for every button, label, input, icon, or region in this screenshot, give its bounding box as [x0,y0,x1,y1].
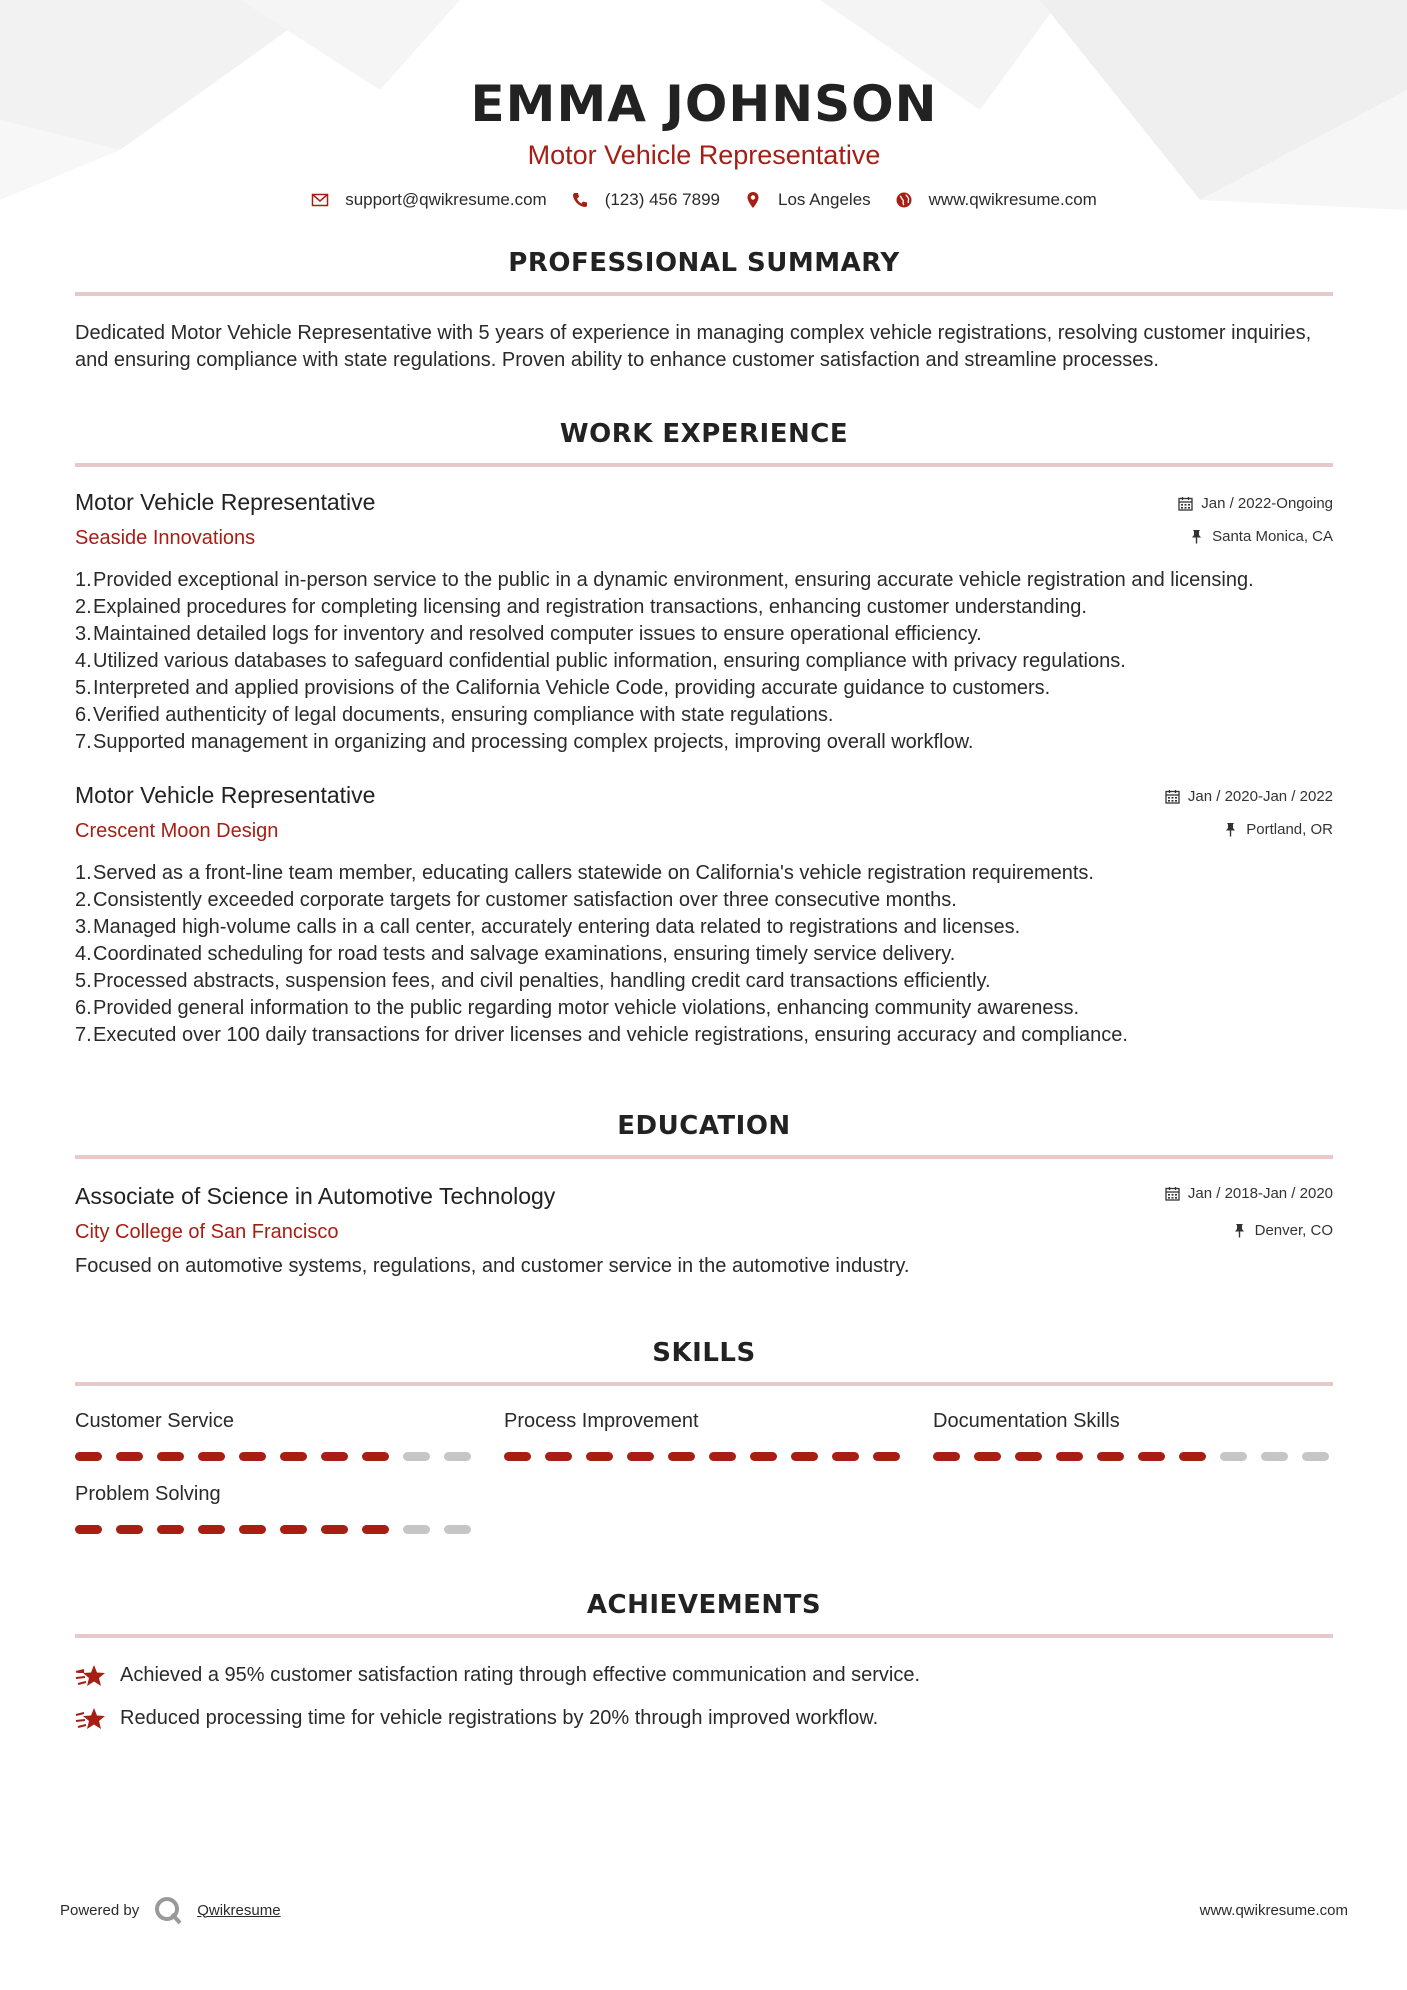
rating-dot-filled [321,1452,348,1461]
contact-email-text: support@qwikresume.com [345,190,547,209]
education-location: Denver, CO [1254,1221,1333,1239]
rating-dot-filled [75,1452,102,1461]
summary-section [75,248,1333,374]
skills-heading: SKILLS [652,1338,756,1368]
list-item: 3. Managed high-volume calls in a call center, accurately entering data related to registrations and licenses. [75,916,1021,938]
list-item: 4. Utilized various databases to safeguard confidential public information, ensuring compliance with privacy regulations. [75,650,1126,672]
rating-dot-empty [1220,1452,1247,1461]
list-item: 1. Provided exceptional in-person service to the public in a dynamic environment, ensuring accurate vehicle registration and licensing. [75,569,1254,591]
rating-dot-filled [75,1525,102,1534]
rating-dot-filled [586,1452,613,1461]
star-award-icon [75,1663,107,1689]
rating-dot-filled [198,1452,225,1461]
list-item: 3. Maintained detailed logs for inventory and resolved computer issues to ensure operational efficiency. [75,623,982,645]
rating-dot-filled [1015,1452,1042,1461]
skills-grid [75,1408,1333,1534]
qwikresume-link[interactable]: Qwikresume [197,1901,281,1919]
list-item: 2. Explained procedures for completing licensing and registration transactions, enhancing customer understanding. [75,596,1087,618]
skill-name: Problem Solving [75,1483,221,1505]
qwikresume-logo-icon [153,1895,183,1925]
rating-dot-empty [444,1452,471,1461]
rating-dot-empty [1302,1452,1329,1461]
contact-website[interactable] [895,190,1097,210]
rating-dot-filled [504,1452,531,1461]
rating-dot-filled [239,1452,266,1461]
rating-dot-empty [403,1525,430,1534]
contact-phone[interactable] [571,190,720,210]
experience-heading: WORK EXPERIENCE [559,419,849,449]
skill-item [504,1408,904,1461]
education-heading: EDUCATION [617,1111,791,1141]
education-divider [75,1155,1333,1159]
rating-dot-filled [750,1452,777,1461]
rating-dot-filled [873,1452,900,1461]
rating-dot-filled [1179,1452,1206,1461]
page-footer [60,1895,1348,1925]
rating-dot-filled [280,1452,307,1461]
job-company: Crescent Moon Design [75,820,279,842]
footer-website[interactable]: www.qwikresume.com [1199,1901,1348,1919]
candidate-title: Motor Vehicle Representative [527,140,881,170]
rating-dot-filled [321,1525,348,1534]
rating-dot-empty [403,1452,430,1461]
pushpin-icon [1223,822,1238,837]
job-company: Seaside Innovations [75,527,256,549]
list-item: 5. Interpreted and applied provisions of the California Vehicle Code, providing accurate guidance to customers. [75,677,1051,699]
summary-divider [75,292,1333,296]
phone-icon [571,191,589,209]
contact-location-text: Los Angeles [778,190,871,209]
job-location: Portland, OR [1246,820,1333,838]
skill-rating [75,1452,475,1461]
rating-dot-filled [362,1452,389,1461]
skill-name: Customer Service [75,1410,234,1432]
job-location: Santa Monica, CA [1212,527,1333,545]
calendar-icon [1165,1186,1180,1201]
map-marker-icon [744,191,762,209]
resume-header [75,0,1333,210]
skills-section [75,1338,1333,1534]
job-entry [75,780,1333,1049]
rating-dot-empty [444,1525,471,1534]
envelope-icon [311,191,329,209]
list-item: 4. Coordinated scheduling for road tests and salvage examinations, ensuring timely service delivery. [75,943,956,965]
rating-dot-filled [791,1452,818,1461]
skill-name: Documentation Skills [933,1410,1120,1432]
skill-item [933,1408,1333,1461]
job-date: Jan / 2020-Jan / 2022 [1187,787,1333,805]
list-item: 5. Processed abstracts, suspension fees, and civil penalties, handling credit card transactions efficiently. [75,970,991,992]
rating-dot-filled [116,1525,143,1534]
achievement-text: Reduced processing time for vehicle registrations by 20% through improved workflow. [120,1707,879,1729]
skill-name: Process Improvement [504,1410,699,1432]
rating-dot-filled [362,1525,389,1534]
calendar-icon [1165,789,1180,804]
skill-rating [75,1525,475,1534]
pushpin-icon [1232,1223,1247,1238]
education-section [75,1111,1333,1280]
rating-dot-filled [1138,1452,1165,1461]
list-item [75,1662,1333,1689]
education-entry [75,1181,1333,1280]
job-title: Motor Vehicle Representative [75,489,376,515]
degree-title: Associate of Science in Automotive Technology [75,1183,556,1209]
job-title: Motor Vehicle Representative [75,782,376,808]
list-item: 7. Supported management in organizing and processing complex projects, improving overall workflow. [75,731,974,753]
candidate-name: EMMA JOHNSON [470,75,938,133]
achievements-heading: ACHIEVEMENTS [586,1590,822,1620]
skill-item [75,1408,475,1461]
rating-dot-filled [280,1525,307,1534]
list-item: 6. Provided general information to the public regarding motor vehicle violations, enhancing community awareness. [75,997,1080,1019]
resume-page [75,0,1333,1732]
list-item [75,1705,1333,1732]
experience-divider [75,463,1333,467]
rating-dot-filled [933,1452,960,1461]
contact-bar [75,190,1333,210]
rating-dot-filled [1056,1452,1083,1461]
rating-dot-filled [627,1452,654,1461]
rating-dot-filled [545,1452,572,1461]
skill-item [75,1481,475,1534]
rating-dot-filled [157,1525,184,1534]
rating-dot-filled [157,1452,184,1461]
job-date: Jan / 2022-Ongoing [1201,494,1333,512]
powered-by-label: Powered by [60,1901,140,1919]
powered-by [60,1895,281,1925]
star-award-icon [75,1706,107,1732]
education-date: Jan / 2018-Jan / 2020 [1187,1184,1333,1202]
school-name: City College of San Francisco [75,1221,339,1243]
rating-dot-filled [709,1452,736,1461]
skill-rating [933,1452,1333,1461]
job-entry [75,487,1333,756]
globe-icon [895,191,913,209]
achievements-section [75,1590,1333,1732]
pushpin-icon [1189,529,1204,544]
rating-dot-filled [116,1452,143,1461]
rating-dot-filled [832,1452,859,1461]
contact-email[interactable] [311,190,547,210]
rating-dot-filled [974,1452,1001,1461]
summary-text: Dedicated Motor Vehicle Representative with 5 years of experience in managing complex vehicle registrations, resolving customer inquiries, and ensuring compliance with state regulations. Proven ability to enhance customer satisfaction and streamline processes. [75,322,1312,371]
rating-dot-filled [239,1525,266,1534]
rating-dot-empty [1261,1452,1288,1461]
list-item: 2. Consistently exceeded corporate targets for customer satisfaction over three consecutive months. [75,889,957,911]
achievements-list [75,1662,1333,1732]
job-bullets [75,860,1333,1049]
education-description: Focused on automotive systems, regulations, and customer service in the automotive industry. [75,1255,910,1277]
rating-dot-filled [198,1525,225,1534]
list-item: 7. Executed over 100 daily transactions for driver licenses and vehicle registrations, ensuring accuracy and compliance. [75,1024,1128,1046]
calendar-icon [1178,496,1193,511]
summary-heading: PROFESSIONAL SUMMARY [508,248,900,278]
contact-location [744,190,871,210]
contact-website-text: www.qwikresume.com [928,190,1097,209]
achievement-text: Achieved a 95% customer satisfaction rating through effective communication and service. [120,1664,921,1686]
contact-phone-text: (123) 456 7899 [604,190,721,209]
list-item: 6. Verified authenticity of legal documents, ensuring compliance with state regulations. [75,704,834,726]
experience-section [75,419,1333,1049]
job-bullets [75,567,1333,756]
achievements-divider [75,1634,1333,1638]
skill-rating [504,1452,904,1461]
rating-dot-filled [1097,1452,1124,1461]
list-item: 1. Served as a front-line team member, educating callers statewide on California's vehicle registration requirements. [75,862,1094,884]
skills-divider [75,1382,1333,1386]
rating-dot-filled [668,1452,695,1461]
